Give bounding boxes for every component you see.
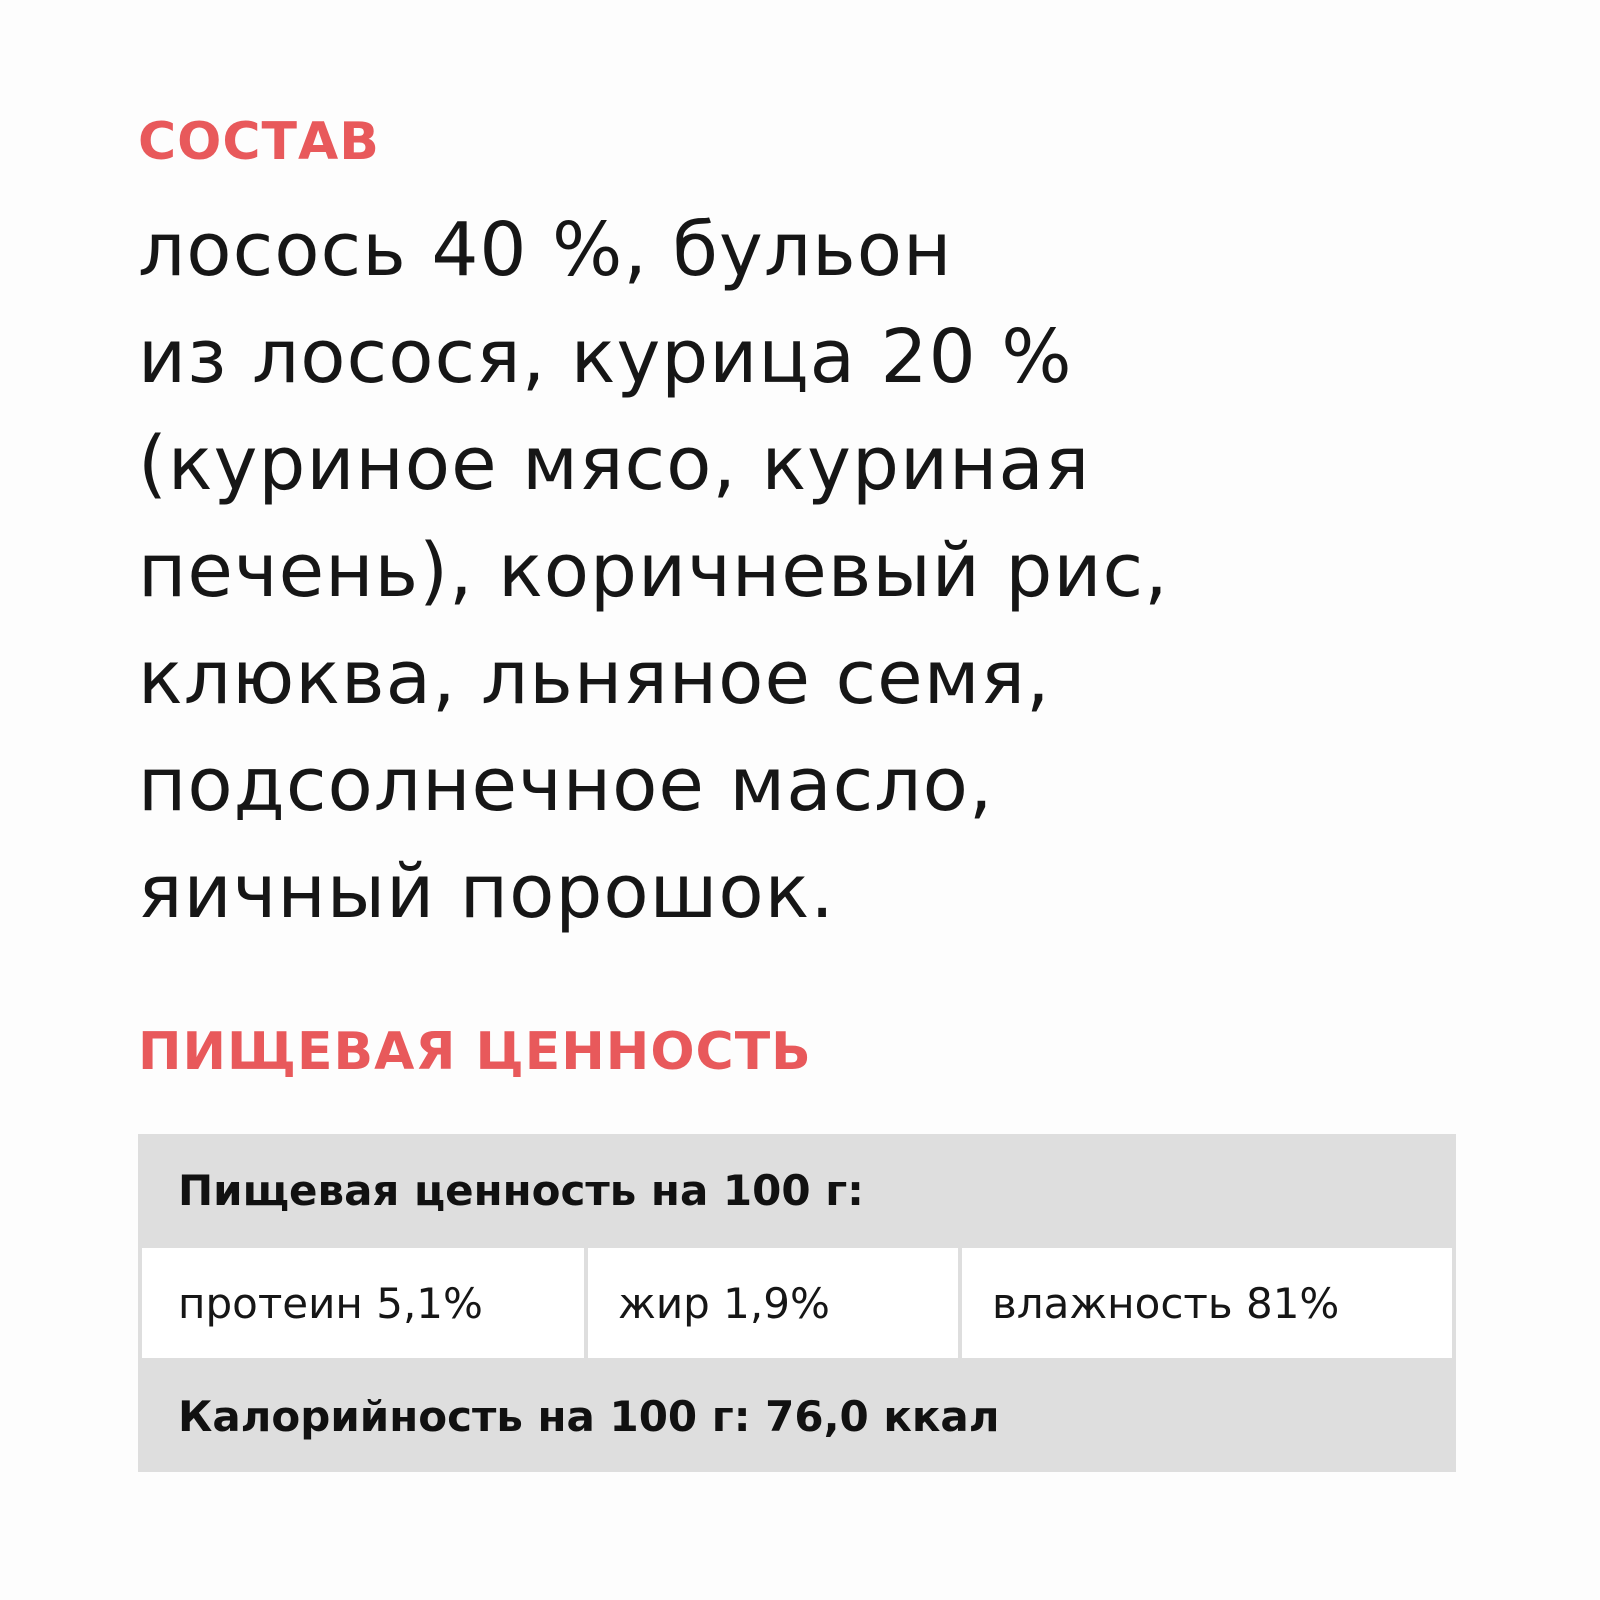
composition-line: (куриное мясо, куриная: [138, 421, 1091, 507]
protein-cell: протеин 5,1%: [142, 1248, 584, 1358]
composition-line: печень), коричневый рис,: [138, 528, 1169, 614]
calories-footer: Калорийность на 100 г: 76,0 ккал: [178, 1391, 1000, 1441]
composition-line: из лосося, курица 20 %: [138, 314, 1073, 400]
composition-text: [138, 197, 1498, 946]
moisture-cell: влажность 81%: [962, 1248, 1452, 1358]
composition-line: клюква, льняное семя,: [138, 635, 1051, 721]
nutrition-title: ПИЩЕВАЯ ЦЕННОСТЬ: [138, 1022, 812, 1082]
nutrition-table: [138, 1134, 1456, 1472]
composition-title: СОСТАВ: [138, 112, 380, 172]
fat-cell: жир 1,9%: [588, 1248, 958, 1358]
nutrition-table-row: [142, 1248, 1452, 1358]
composition-line: подсолнечное масло,: [138, 742, 994, 828]
composition-line: яичный порошок.: [138, 849, 835, 935]
nutrition-table-header: Пищевая ценность на 100 г:: [178, 1165, 864, 1215]
composition-line: лосось 40 %, бульон: [138, 207, 953, 293]
